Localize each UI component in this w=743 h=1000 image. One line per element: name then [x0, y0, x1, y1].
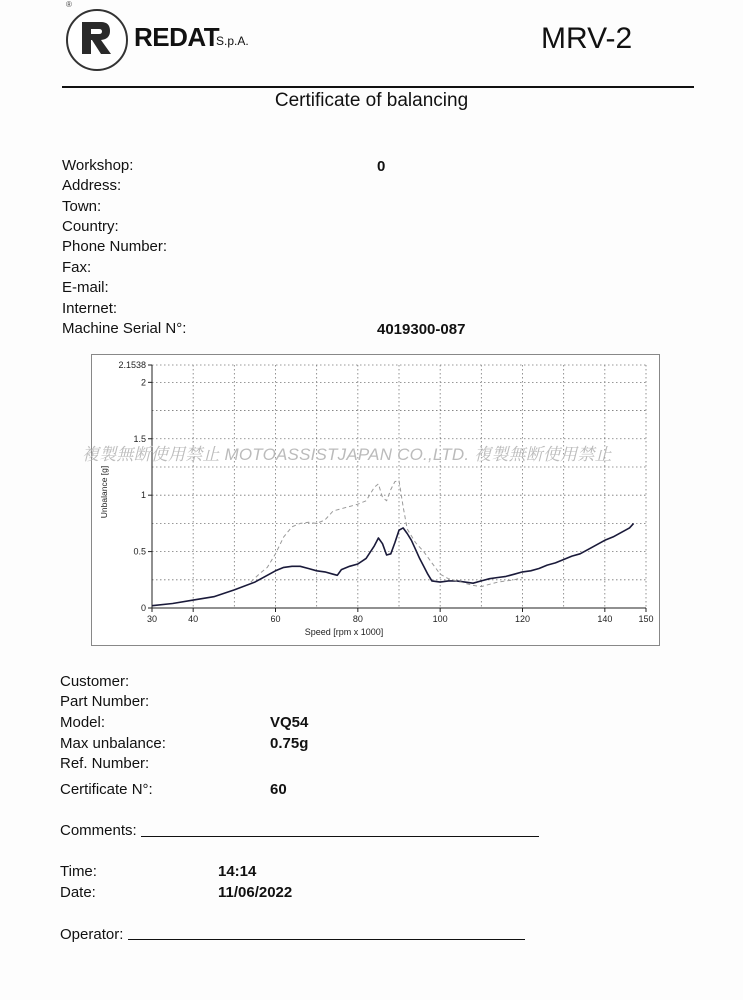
document-title: Certificate of balancing: [274, 90, 469, 111]
comments-line: [141, 836, 539, 837]
unbalance-curve: [152, 523, 634, 605]
machine-serial-value: 4019300-087: [377, 321, 466, 338]
y-tick-label: 0: [140, 603, 146, 613]
date-label: Date:: [60, 884, 96, 901]
certificate-number-label: Certificate N°:: [60, 781, 153, 798]
registered-mark: ®: [66, 0, 72, 9]
x-tick-label: 150: [638, 614, 654, 624]
chart-axes: [148, 365, 646, 612]
x-axis-label: Speed [rpm x 1000]: [304, 627, 384, 637]
chart-tick-labels: [118, 360, 653, 624]
operator-line: [128, 939, 525, 940]
header-divider: [62, 86, 694, 88]
phone-label: Phone Number:: [62, 238, 168, 255]
customer-label: Customer:: [60, 673, 130, 690]
balancing-chart: [91, 354, 658, 644]
model-value: VQ54: [270, 714, 309, 731]
chart-series: [152, 481, 634, 606]
country-label: Country:: [62, 218, 119, 235]
y-tick-label: 0.5: [133, 546, 146, 557]
machine-model-code: MRV-2: [541, 22, 633, 55]
fax-label: Fax:: [62, 259, 92, 276]
y-axis-label: Unbalance [g]: [99, 465, 109, 519]
workshop-label: Workshop:: [62, 157, 134, 174]
chart-grid: [152, 365, 646, 608]
certificate-number-value: 60: [270, 781, 287, 798]
max-unbalance-label: Max unbalance:: [60, 735, 166, 752]
ref-number-label: Ref. Number:: [60, 755, 150, 772]
brand-suffix: S.p.A.: [216, 34, 249, 48]
max-unbalance-value: 0.75g: [270, 735, 309, 752]
machine-serial-label: Machine Serial N°:: [62, 320, 187, 337]
brand-name: REDAT: [134, 22, 220, 52]
town-label: Town:: [62, 198, 102, 215]
x-tick-label: 30: [146, 614, 158, 624]
y-tick-label: 2.1538: [118, 360, 146, 370]
comments-label: Comments:: [60, 822, 137, 839]
internet-label: Internet:: [62, 300, 118, 317]
reference-curve: [251, 481, 523, 587]
x-tick-label: 120: [514, 614, 531, 624]
y-tick-label: 1.5: [133, 433, 146, 444]
operator-label: Operator:: [60, 926, 124, 943]
part-number-label: Part Number:: [60, 693, 150, 710]
y-tick-label: 1: [140, 490, 146, 501]
y-tick-label: 2: [140, 377, 146, 388]
watermark-text: 複製無断使用禁止 MOTOASSISTJAPAN CO.,LTD. 複製無断使用禁止: [82, 445, 612, 464]
x-tick-label: 140: [597, 614, 613, 624]
redat-logo-icon: [79, 20, 113, 56]
x-tick-label: 100: [432, 614, 448, 624]
x-tick-label: 60: [270, 614, 281, 624]
email-label: E-mail:: [62, 279, 109, 296]
date-value: 11/06/2022: [218, 884, 293, 901]
time-value: 14:14: [218, 863, 257, 880]
address-label: Address:: [62, 177, 122, 194]
x-tick-label: 40: [188, 614, 199, 624]
x-tick-label: 80: [352, 614, 363, 624]
model-label: Model:: [60, 714, 106, 731]
workshop-value: 0: [377, 158, 386, 175]
time-label: Time:: [60, 863, 97, 880]
